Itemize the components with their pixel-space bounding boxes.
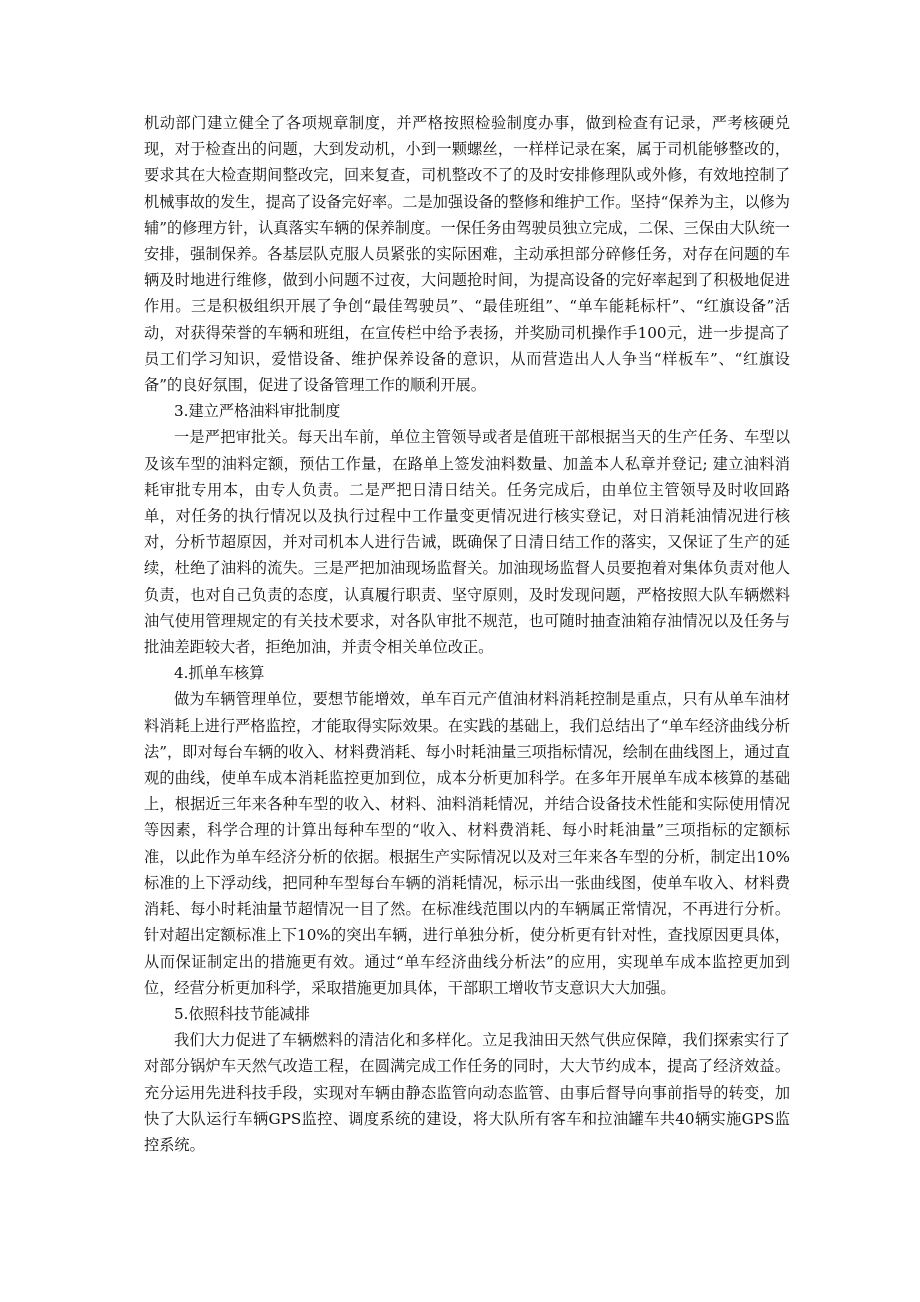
section-heading-4: 4.抓单车核算 <box>174 664 265 683</box>
paragraph-fuel-approval: 一是严把审批关。每天出车前，单位主管领导或者是值班干部根据当天的生产任务、车型以及该车型的油料定额，预估工作量，在路单上签发油料数量、加盖本人私章并登记; 建立油料消耗审批专用本，由专人负责。二是严把日清日结关。任务完成后，由单位主管领导及时收回路单，对任务的执行情况以及执行过程中工作量变更情况进行核实登记，对日消耗油情况进行核对，分析节超原因，并对司机本人进行告诫，既确保了日清日结工作的落实，又保证了生产的延续，杜绝了油料的流失。三是严把加油现场监督关。加油现场监督人员要抱着对集体负责对他人负责，也对自己负责的态度，认真履行职责、坚守原则，及时发现问题，严格按照大队车辆燃料油气使用管理规定的有关技术要求，对各队审批不规范，也可随时抽查油箱存油情况以及任务与批油差距较大者，拒绝加油，并责令相关单位改正。 <box>144 428 790 657</box>
paragraph-vehicle-accounting: 做为车辆管理单位，要想节能增效，单车百元产值油材料消耗控制是重点，只有从单车油材料消耗上进行严格监控，才能取得实际效果。在实践的基础上，我们总结出了“单车经济曲线分析法”，即对每台车辆的收入、材料费消耗、每小时耗油量三项指标情况，绘制在曲线图上，通过直观的曲线，使单车成本消耗监控更加到位，成本分析更加科学。在多年开展单车成本核算的基础上，根据近三年来各种车型的收入、材料、油料消耗情况，并结合设备技术性能和实际使用情况等因素，科学合理的计算出每种车型的“收入、材料费消耗、每小时耗油量”三项指标的定额标准，以此作为单车经济分析的依据。根据生产实际情况以及对三年来各车型的分析，制定出10%标准的上下浮动线，把同种车型每台车辆的消耗情况，标示出一张曲线图，使单车收入、材料费消耗、每小时耗油量节超情况一目了然。在标准线范围以内的车辆属正常情况，不再进行分析。针对超出定额标准上下10%的突出车辆，进行单独分析，使分析更有针对性，查找原因更具体，从而保证制定出的措施更有效。通过“单车经济曲线分析法”的应用，实现单车成本监控更加到位，经营分析更加科学，采取措施更加具体，干部职工增收节支意识大大加强。 <box>144 690 790 997</box>
paragraph-technology-energy: 我们大力促进了车辆燃料的清洁化和多样化。立足我油田天然气供应保障，我们探索实行了对部分锅炉车天然气改造工程，在圆满完成工作任务的同时，大大节约成本，提高了经济效益。充分运用先进科技手段，实现对车辆由静态监管向动态监管、由事后督导向事前指导的转变，加快了大队运行车辆GPS监控、调度系统的建设，将大队所有客车和拉油罐车共40辆实施GPS监控系统。 <box>144 1031 790 1154</box>
paragraph-equipment-management: 机动部门建立健全了各项规章制度，并严格按照检验制度办事，做到检查有记录，严考核硬兑现，对于检查出的问题，大到发动机，小到一颗螺丝，一样样记录在案，属于司机能够整改的，要求其在大检查期间整改完，回来复查，司机整改不了的及时安排修理队或外修，有效地控制了机械事故的发生，提高了设备完好率。二是加强设备的整修和维护工作。坚持“保养为主，以修为辅”的修理方针，认真落实车辆的保养制度。一保任务由驾驶员独立完成，二保、三保由大队统一安排，强制保养。各基层队克服人员紧张的实际困难，主动承担部分碎修任务，对存在问题的车辆及时地进行维修，做到小问题不过夜，大问题抢时间，为提高设备的完好率起到了积极地促进作用。三是积极组织开展了争创“最佳驾驶员”、“最佳班组”、“单车能耗标杆”、“红旗设备”活动，对获得荣誉的车辆和班组，在宣传栏中给予表扬，并奖励司机操作手100元，进一步提高了员工们学习知识，爱惜设备、维护保养设备的意识，从而营造出人人争当“样板车”、“红旗设备”的良好氛围，促进了设备管理工作的顺利开展。 <box>144 114 790 395</box>
document-page <box>144 110 790 1158</box>
section-heading-5: 5.依照科技节能减排 <box>174 1004 310 1023</box>
section-heading-3: 3.建立严格油料审批制度 <box>174 402 341 421</box>
